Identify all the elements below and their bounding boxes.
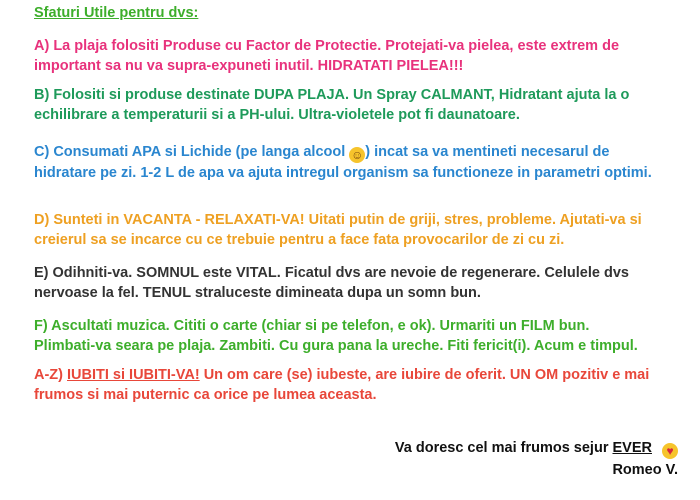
- tip-f: F) Ascultati muzica. Cititi o carte (chiar si pe telefon, e ok). Urmariti un FILM bun. Plimbati-va seara pe plaja. Zambiti. Cu gura pana la ureche. Fiti fericit(i). Acum e timpul.: [34, 318, 638, 354]
- signature: Romeo V.: [612, 462, 678, 478]
- tip-b: B) Folositi si produse destinate DUPA PLAJA. Un Spray CALMANT, Hidratant ajuta la o echilibrare a temperaturii si a PH-ului. Ultra-violetele pot fi daunatoare.: [34, 87, 630, 123]
- heart-eyes-emoji-icon: ♥: [662, 443, 678, 459]
- tip-a: A) La plaja folositi Produse cu Factor de Protectie. Protejati-va pielea, este extrem de important sa nu va supra-expuneti inutil. HIDRATATI PIELEA!!!: [34, 38, 620, 74]
- closing-block: [395, 437, 678, 481]
- document-title: Sfaturi Utile pentru dvs:: [34, 5, 199, 21]
- closing-wish: [395, 437, 678, 459]
- tip-a-z-rest: Un om care (se) iubeste, are iubire de oferit. UN OM pozitiv e mai frumos si mai puternic ca orice pe lumea aceasta.: [34, 367, 650, 403]
- tip-a-z-underlined: IUBITI si IUBITI-VA!: [67, 367, 200, 383]
- tip-c-text-start: C) Consumati APA si Lichide (pe langa alcool: [34, 144, 346, 160]
- tip-c-text-end: ) incat sa va mentineti necesarul de hidratare pe zi. 1-2 L de apa va ajuta intregul organism sa functioneze in parametri optimi.: [34, 144, 652, 181]
- tip-a-z-prefix: A-Z): [34, 367, 68, 383]
- closing-wish-text: Va doresc cel mai frumos sejur: [394, 440, 613, 456]
- tip-c: [34, 142, 654, 183]
- tip-a-z: [34, 366, 654, 405]
- rolling-laughing-emoji-icon: ☺: [351, 148, 364, 162]
- tip-e: E) Odihniti-va. SOMNUL este VITAL. Ficatul dvs are nevoie de regenerare. Celulele dvs nervoase la fel. TENUL straluceste dimineata dupa un somn bun.: [34, 265, 629, 301]
- tip-d: D) Sunteti in VACANTA - RELAXATI-VA! Uitati putin de griji, stres, probleme. Ajutati-va si creierul sa se incarce cu ce trebuie pentru a face fata provocarilor de zi cu zi.: [34, 212, 642, 248]
- closing-wish-underlined: EVER: [612, 440, 652, 456]
